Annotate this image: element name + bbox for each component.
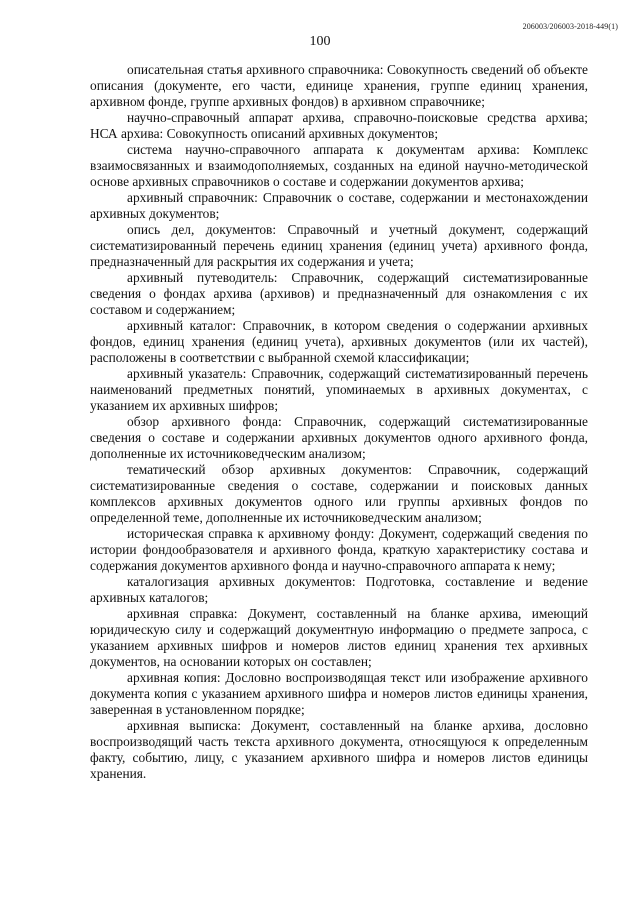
paragraph-reference-apparatus: научно-справочный аппарат архива, справочно-поисковые средства архива; НСА архива: Совокупность описаний архивных документов; [90, 110, 588, 141]
paragraph-archival-catalog: архивный каталог: Справочник, в котором сведения о содержании архивных фондов, единиц хранения (единиц учета), архивных документов (или их частей), расположены в соответствии с выбранной схемой классификации; [90, 318, 588, 365]
page-number: 100 [309, 34, 331, 49]
paragraph-historical-note: историческая справка к архивному фонду: Документ, содержащий сведения по истории фондообразователя и архивного фонда, краткую характеристику состава и содержания документов архивного фонда и научно-справочного аппарата к нему; [90, 526, 588, 573]
paragraph-descriptive-article: описательная статья архивного справочника: Совокупность сведений об объекте описания (документе, его части, единице хранения, группе единиц хранения, архивном фонде, группе архивных фондов) в архивном справочнике; [90, 62, 588, 109]
paragraph-cataloging: каталогизация архивных документов: Подготовка, составление и ведение архивных каталогов; [90, 574, 588, 605]
document-body [90, 62, 588, 782]
paragraph-archival-index: архивный указатель: Справочник, содержащий систематизированный перечень наименований предметных понятий, упоминаемых в архивных документах, с указанием их архивных шифров; [90, 366, 588, 413]
paragraph-archival-certificate: архивная справка: Документ, составленный на бланке архива, имеющий юридическую силу и содержащий документную информацию о предмете запроса, с указанием архивных шифров и номеров листов единиц хранения тех архивных документов, на основании которых он составлен; [90, 606, 588, 669]
paragraph-archival-copy: архивная копия: Дословно воспроизводящая текст или изображение архивного документа копия с указанием архивного шифра и номеров листов единицы хранения, заверенная в установленном порядке; [90, 670, 588, 717]
paragraph-inventory: опись дел, документов: Справочный и учетный документ, содержащий систематизированный перечень единиц хранения (единиц учета) архивного фонда, предназначенный для раскрытия их содержания и учета; [90, 222, 588, 269]
document-code: 206003/206003-2018-449(1) [522, 22, 618, 31]
paragraph-reference-system: система научно-справочного аппарата к документам архива: Комплекс взаимосвязанных и взаимодополняемых, созданных на единой научно-методической основе архивных справочников о составе и содержании документов архива; [90, 142, 588, 189]
paragraph-archival-extract: архивная выписка: Документ, составленный на бланке архива, дословно воспроизводящий часть текста архивного документа, относящуюся к определенным факту, событию, лицу, с указанием архивного шифра и номеров листов единицы хранения. [90, 718, 588, 781]
paragraph-archival-reference-book: архивный справочник: Справочник о составе, содержании и местонахождении архивных документов; [90, 190, 588, 221]
paragraph-fund-review: обзор архивного фонда: Справочник, содержащий систематизированные сведения о составе и содержании архивных документов одного архивного фонда, дополненные их источниковедческим анализом; [90, 414, 588, 461]
paragraph-archival-guide: архивный путеводитель: Справочник, содержащий систематизированные сведения о фондах архива (архивов) и предназначенный для ознакомления с их составом и содержанием; [90, 270, 588, 317]
paragraph-thematic-review: тематический обзор архивных документов: Справочник, содержащий систематизированные сведения о составе, содержании и поисковых данных комплексов архивных документов одного или группы архивных фондов по определенной теме, дополненные их источниковедческим анализом; [90, 462, 588, 525]
